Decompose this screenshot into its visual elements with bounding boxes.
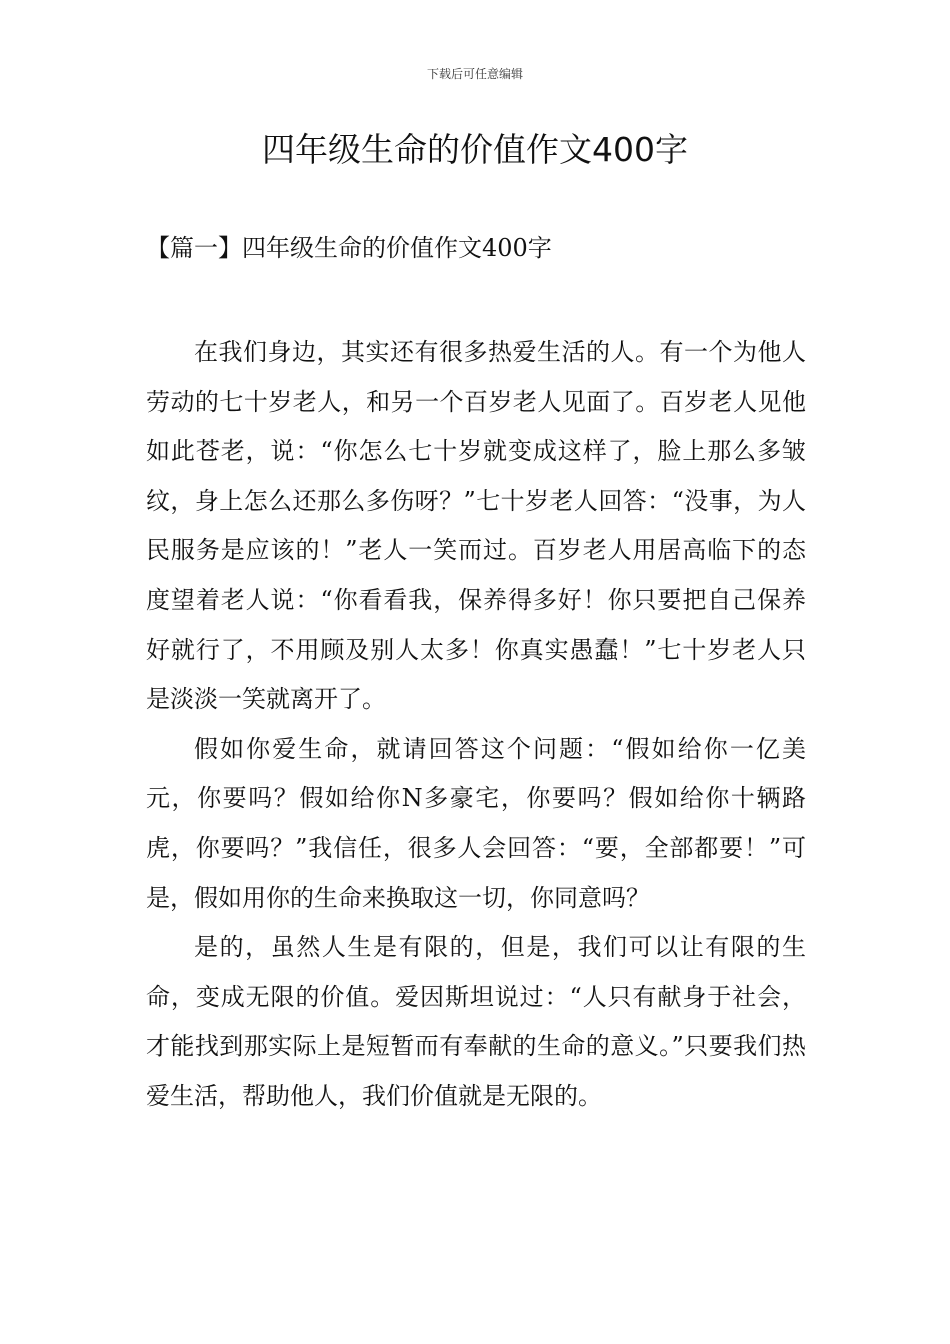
header-note: 下载后可任意编辑: [426, 67, 523, 81]
document-body: [146, 328, 806, 1122]
document-title: 四年级生命的价值作文400字: [262, 130, 688, 169]
body-paragraph-1: 在我们身边，其实还有很多热爱生活的人。有一个为他人劳动的七十岁老人，和另一个百岁老人见面了。百岁老人见他如此苍老，说：“你怎么七十岁就变成这样了，脸上那么多皱纹，身上怎么还那么多伤呀？”七十岁老人回答：“没事，为人民服务是应该的！”老人一笑而过。百岁老人用居高临下的态度望着老人说：“你看看我，保养得多好！你只要把自己保养好就行了，不用顾及别人太多！你真实愚蠢！”七十岁老人只是淡淡一笑就离开了。: [146, 338, 806, 714]
body-paragraph-2: 假如你爱生命，就请回答这个问题：“假如给你一亿美元，你要吗？假如给你N多豪宅，你要吗？假如给你十辆路虎，你要吗？”我信任，很多人会回答：“要，全部都要！”可是，假如用你的生命来换取这一切，你同意吗？: [146, 734, 806, 912]
body-paragraph-3: 是的，虽然人生是有限的，但是，我们可以让有限的生命，变成无限的价值。爱因斯坦说过：“人只有献身于社会，才能找到那实际上是短暂而有奉献的生命的意义。”只要我们热爱生活，帮助他人，我们价值就是无限的。: [146, 933, 806, 1110]
section-heading: 【篇一】四年级生命的价值作文400字: [146, 234, 552, 262]
